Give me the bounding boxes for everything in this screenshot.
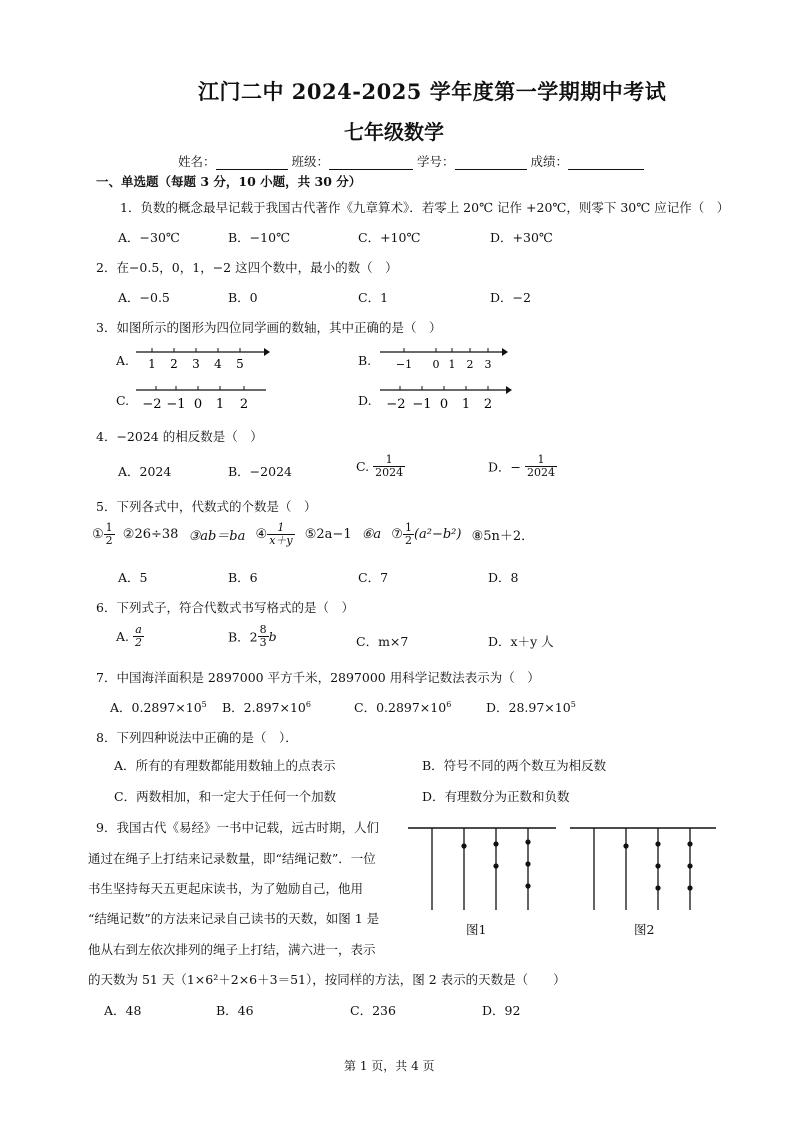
frac-den: 2024 xyxy=(526,466,555,480)
expr-7-fraction xyxy=(403,522,414,547)
q4-option-d[interactable] xyxy=(488,454,557,479)
id-label: 学号： xyxy=(417,154,455,169)
q3-option-d[interactable]: D. xyxy=(358,393,372,408)
tick-label: 1 xyxy=(215,397,225,412)
frac-num: 1 xyxy=(105,521,113,534)
q3-axis-c xyxy=(134,382,270,412)
figure-2-label: 图2 xyxy=(634,922,655,937)
expr-5: ⑤2a−1 xyxy=(304,527,352,543)
class-label: 班级： xyxy=(291,154,330,169)
expr-7-marker: ⑦ xyxy=(391,527,403,543)
q7-b-exp: 6 xyxy=(305,699,311,709)
question-9-line-2: 通过在绳子上打结来记录数量，即“结绳记数”．一位 xyxy=(88,851,376,866)
q7-option-c[interactable] xyxy=(354,698,451,716)
q8-option-b[interactable]: B．符号不同的两个数互为相反数 xyxy=(422,758,607,773)
q5-option-c[interactable]: C．7 xyxy=(358,570,389,585)
class-blank[interactable] xyxy=(329,154,413,170)
frac-num: 1 xyxy=(404,521,412,534)
question-9-line-1: 9．我国古代《易经》一书中记载，远古时期，人们 xyxy=(96,820,379,835)
tick-label: −1 xyxy=(412,397,432,412)
figure-2-knot-ropes xyxy=(568,820,718,916)
q3-option-c[interactable]: C. xyxy=(116,393,130,408)
q6-option-d[interactable]: D．x＋y 人 xyxy=(488,634,554,649)
figure-1-knot-ropes xyxy=(406,820,558,916)
q8-option-d[interactable]: D．有理数分为正数和负数 xyxy=(422,789,570,804)
tick-label: −2 xyxy=(142,397,162,412)
frac-den: 2024 xyxy=(375,466,404,480)
q7-option-d[interactable] xyxy=(486,698,576,716)
q3-axis-b xyxy=(378,344,508,374)
frac-num: 1 xyxy=(267,522,294,535)
expr-1-marker: ① xyxy=(92,527,104,543)
question-3-stem: 3．如图所示的图形为四位同学画的数轴，其中正确的是（ ） xyxy=(96,320,442,335)
expr-7-body: (a²−b²) xyxy=(413,527,462,543)
tick-label: 3 xyxy=(484,358,492,371)
tick-label: 1 xyxy=(448,358,456,371)
q6-option-b[interactable] xyxy=(228,624,277,649)
question-2-stem: 2．在−0.5，0，1，−2 这四个数中，最小的数（ ） xyxy=(96,260,398,275)
q6-option-a[interactable] xyxy=(116,624,144,649)
frac-den: 2 xyxy=(135,636,142,650)
frac-num: 1 xyxy=(525,454,557,467)
q4-option-c[interactable] xyxy=(356,454,405,479)
q1-option-d[interactable]: D．+30℃ xyxy=(490,230,553,245)
q2-option-c[interactable]: C．1 xyxy=(358,290,389,305)
frac-num: 1 xyxy=(373,454,405,467)
tick-label: 3 xyxy=(192,357,200,371)
q1-option-b[interactable]: B．−10℃ xyxy=(228,230,291,245)
question-7-stem: 7．中国海洋面积是 2897000 平方千米，2897000 用科学记数法表示为（ ） xyxy=(96,670,540,685)
q8-option-a[interactable]: A．所有的有理数都能用数轴上的点表示 xyxy=(114,758,336,773)
question-6-stem: 6．下列式子，符合代数式书写格式的是（ ） xyxy=(96,600,354,615)
q7-c-text: C．0.2897×10 xyxy=(354,700,447,715)
name-label: 姓名： xyxy=(178,154,216,169)
question-5-stem: 5．下列各式中，代数式的个数是（ ） xyxy=(96,499,317,514)
question-4-stem: 4．−2024 的相反数是（ ） xyxy=(96,429,263,444)
q9-option-a[interactable]: A．48 xyxy=(104,1003,142,1018)
expr-4-marker: ④ xyxy=(255,527,268,543)
q4-d-fraction xyxy=(525,454,557,479)
q4-c-fraction xyxy=(373,454,405,479)
q7-b-text: B．2.897×10 xyxy=(222,700,306,715)
frac-num: 8 xyxy=(259,623,267,636)
q5-option-d[interactable]: D．8 xyxy=(488,570,519,585)
tick-label: 0 xyxy=(439,397,449,412)
q2-option-a[interactable]: A．−0.5 xyxy=(118,290,170,305)
expr-8: ⑧5n＋2． xyxy=(471,529,535,545)
tick-label: −1 xyxy=(166,397,186,412)
q5-expressions xyxy=(92,522,534,547)
exam-subtitle: 七年级数学 xyxy=(344,120,444,144)
tick-label: 2 xyxy=(170,357,178,371)
q7-d-text: D．28.97×10 xyxy=(486,700,571,715)
q6-a-letter: A. xyxy=(116,629,130,645)
score-label: 成绩： xyxy=(530,154,569,169)
tick-label: 2 xyxy=(239,397,249,412)
frac-num: a xyxy=(133,624,144,637)
q7-d-exp: 5 xyxy=(570,699,576,709)
q5-option-a[interactable]: A．5 xyxy=(118,570,148,585)
tick-label: −1 xyxy=(395,358,413,371)
frac-den: 2 xyxy=(404,534,412,548)
tick-label: 0 xyxy=(432,358,440,371)
tick-label: 5 xyxy=(236,357,244,371)
tick-label: −2 xyxy=(386,397,406,412)
expr-2: ②26÷38 xyxy=(122,527,179,543)
id-blank[interactable] xyxy=(455,154,527,170)
expr-1-fraction xyxy=(104,522,115,547)
frac-den: 3 xyxy=(259,636,267,650)
q9-option-c[interactable]: C．236 xyxy=(350,1003,396,1018)
frac-den: x＋y xyxy=(269,534,293,548)
expr-6: ⑥a xyxy=(361,527,382,543)
figure-1-label: 图1 xyxy=(466,922,487,937)
exam-title: 江门二中 2024-2025 学年度第一学期期中考试 xyxy=(198,79,667,104)
q3-axis-d xyxy=(378,382,514,412)
q7-option-a[interactable] xyxy=(110,698,207,716)
tick-label: 1 xyxy=(461,397,471,412)
tick-label: 4 xyxy=(214,357,222,371)
question-8-stem: 8．下列四种说法中正确的是（ ）． xyxy=(96,730,298,745)
q6-b-fraction xyxy=(258,624,269,649)
q4-c-letter: C. xyxy=(356,459,370,475)
q7-a-text: A．0.2897×10 xyxy=(110,700,202,715)
expr-3: ③ab＝ba xyxy=(188,529,246,545)
tick-label: 2 xyxy=(483,397,493,412)
question-1-stem: 1．负数的概念最早记载于我国古代著作《九章算术》．若零上 20℃ 记作 +20℃，则零下 30℃ 应记作（ ） xyxy=(120,200,730,215)
tick-label: 0 xyxy=(193,397,203,412)
q3-axis-a xyxy=(134,344,270,374)
q7-a-exp: 5 xyxy=(201,699,207,709)
q4-d-letter: D．− xyxy=(488,459,521,475)
section-heading: 一、单选题（每题 3 分，10 小题，共 30 分） xyxy=(96,174,362,189)
q8-option-c[interactable]: C．两数相加，和一定大于任何一个加数 xyxy=(114,789,337,804)
q3-option-a[interactable]: A. xyxy=(116,353,130,368)
q6-b-tail: b xyxy=(268,629,277,645)
q7-option-b[interactable] xyxy=(222,698,311,716)
question-9-line-6: 的天数为 51 天（1×6²＋2×6＋3＝51），按同样的方法，图 2 表示的天数是（ ） xyxy=(88,972,566,987)
score-blank[interactable] xyxy=(568,154,644,170)
question-9-line-5: 他从右到左依次排列的绳子上打结，满六进一，表示 xyxy=(88,942,376,957)
q7-c-exp: 6 xyxy=(446,699,452,709)
tick-label: 2 xyxy=(466,358,474,371)
q6-b-letter: B．2 xyxy=(228,629,258,645)
q6-option-c[interactable]: C．m×7 xyxy=(356,634,409,649)
tick-label: 1 xyxy=(148,357,156,371)
q1-option-c[interactable]: C．+10℃ xyxy=(358,230,421,245)
q9-option-b[interactable]: B．46 xyxy=(216,1003,254,1018)
q6-a-fraction xyxy=(133,624,144,649)
q2-option-b[interactable]: B．0 xyxy=(228,290,258,305)
q3-option-b[interactable]: B. xyxy=(358,353,372,368)
q2-option-d[interactable]: D．−2 xyxy=(490,290,531,305)
frac-den: 2 xyxy=(105,534,113,548)
q4-option-b[interactable]: B．−2024 xyxy=(228,464,292,479)
name-blank[interactable] xyxy=(216,154,288,170)
question-9-line-3: 书生坚持每天五更起床读书，为了勉励自己，他用 xyxy=(88,881,364,896)
expr-4-fraction xyxy=(267,522,294,547)
q1-option-a[interactable]: A．−30℃ xyxy=(118,230,180,245)
q4-option-a[interactable]: A．2024 xyxy=(118,464,172,479)
q5-option-b[interactable]: B．6 xyxy=(228,570,258,585)
student-info-row xyxy=(178,152,644,170)
question-9-line-4: “结绳记数”的方法来记录自己读书的天数，如图 1 是 xyxy=(88,911,380,926)
page-footer: 第 1 页，共 4 页 xyxy=(344,1059,435,1073)
q9-option-d[interactable]: D．92 xyxy=(482,1003,521,1018)
